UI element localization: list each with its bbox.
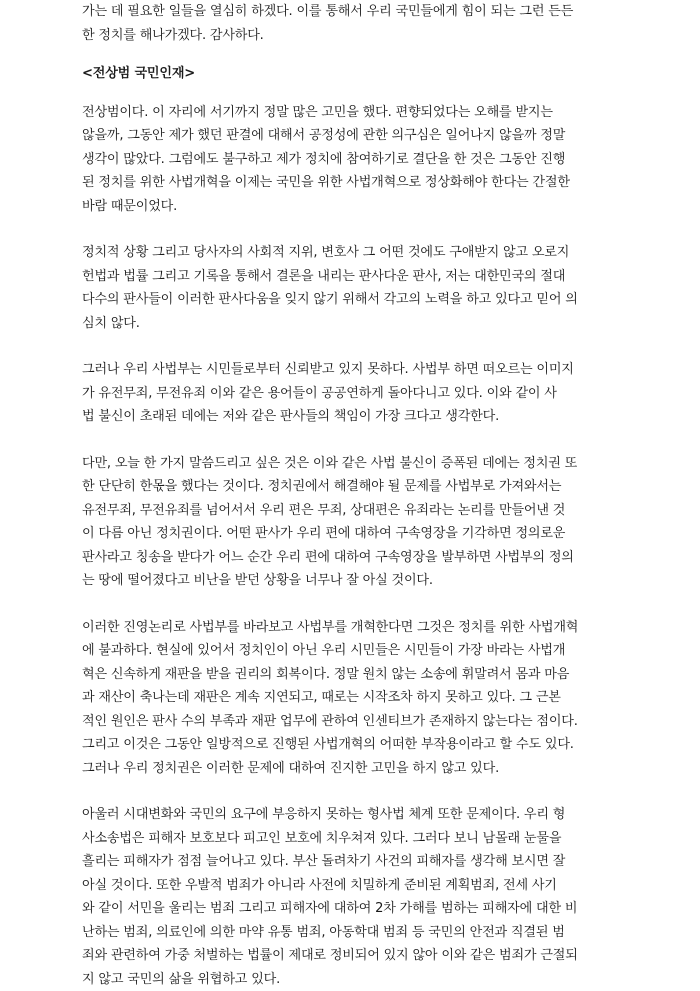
- text-line: 적인 원인은 판사 수의 부족과 재판 업무에 관하여 인센티브가 존재하지 않는다는 점이다.: [82, 710, 622, 734]
- text-line: 않을까, 그동안 제가 했던 판결에 대해서 공정성에 관한 의구심은 일어나지 않을까 정말: [82, 124, 622, 148]
- text-line: 된 정치를 위한 사법개혁을 이제는 국민을 위한 사법개혁으로 정상화해야 한다는 간절한: [82, 171, 622, 195]
- text-line: 유전무죄, 무전유죄를 넘어서서 우리 편은 무죄, 상대편은 유죄라는 논리를 만들어낸 것: [82, 499, 622, 523]
- text-line: 그러나 우리 정치권은 이러한 문제에 대하여 진지한 고민을 하지 않고 있다.: [82, 757, 622, 781]
- paragraph-4: [82, 452, 622, 593]
- text-line: 한 정치를 해나가겠다. 감사하다.: [82, 24, 622, 48]
- document-page: [82, 0, 622, 991]
- text-line: 과 재산이 축나는데 재판은 계속 지연되고, 때로는 시작조차 하지 못하고 있다. 그 근본: [82, 686, 622, 710]
- text-line: 가 유전무죄, 무전유죄 이와 같은 용어들이 공공연하게 돌아다니고 있다. 이와 같이 사: [82, 382, 622, 406]
- text-line: 는 땅에 떨어졌다고 비난을 받던 상황을 너무나 잘 아실 것이다.: [82, 569, 622, 593]
- text-line: 흘리는 피해자가 점점 늘어나고 있다. 부산 돌려차기 사건의 피해자를 생각해 보시면 잘: [82, 850, 622, 874]
- text-line: 정치적 상황 그리고 당사자의 사회적 지위, 변호사 그 어떤 것에도 구애받지 않고 오로지: [82, 241, 622, 265]
- text-line: 이러한 진영논리로 사법부를 바라보고 사법부를 개혁한다면 그것은 정치를 위한 사법개혁: [82, 616, 622, 640]
- text-line: 에 불과하다. 현실에 있어서 정치인이 아닌 우리 시민들은 시민들이 가장 바라는 사법개: [82, 639, 622, 663]
- text-line: 이 다름 아닌 정치권이다. 어떤 판사가 우리 편에 대하여 구속영장을 기각하면 정의로운: [82, 522, 622, 546]
- text-line: 심치 않다.: [82, 312, 622, 336]
- text-line: 아실 것이다. 또한 우발적 범죄가 아니라 사전에 치밀하게 준비된 계획범죄, 전세 사기: [82, 874, 622, 898]
- paragraph-3: [82, 358, 622, 429]
- text-line: 죄와 관련하여 가중 처벌하는 법률이 제대로 정비되어 있지 않아 이와 같은 범죄가 근절되: [82, 944, 622, 968]
- text-line: 와 같이 서민을 울리는 범죄 그리고 피해자에 대하여 2차 가해를 범하는 피해자에 대한 비: [82, 897, 622, 921]
- section-heading: <전상범 국민인재>: [82, 62, 622, 86]
- paragraph-5: [82, 616, 622, 781]
- text-line: 아울러 시대변화와 국민의 요구에 부응하지 못하는 형사법 체계 또한 문제이다. 우리 형: [82, 803, 622, 827]
- text-line: 법 불신이 초래된 데에는 저와 같은 판사들의 책임이 가장 크다고 생각한다.: [82, 405, 622, 429]
- text-line: 다수의 판사들이 이러한 판사다움을 잊지 않기 위해서 각고의 노력을 하고 있다고 믿어 의: [82, 288, 622, 312]
- text-line: 판사라고 칭송을 받다가 어느 순간 우리 편에 대하여 구속영장을 발부하면 사법부의 정의: [82, 546, 622, 570]
- text-line: 생각이 많았다. 그럼에도 불구하고 제가 정치에 참여하기로 결단을 한 것은 그동안 진행: [82, 148, 622, 172]
- text-line: 난하는 범죄, 의료인에 의한 마약 유통 범죄, 아동학대 범죄 등 국민의 안전과 직결된 범: [82, 921, 622, 945]
- text-line: 다만, 오늘 한 가지 말씀드리고 싶은 것은 이와 같은 사법 불신이 증폭된 데에는 정치권 또: [82, 452, 622, 476]
- paragraph-6: [82, 803, 622, 991]
- text-line: 전상범이다. 이 자리에 서기까지 정말 많은 고민을 했다. 편향되었다는 오해를 받지는: [82, 101, 622, 125]
- text-line: 사소송법은 피해자 보호보다 피고인 보호에 치우쳐져 있다. 그러다 보니 남몰래 눈물을: [82, 827, 622, 851]
- paragraph-1: [82, 101, 622, 219]
- intro-paragraph: [82, 0, 622, 47]
- text-line: 그러나 우리 사법부는 시민들로부터 신뢰받고 있지 못하다. 사법부 하면 떠오르는 이미지: [82, 358, 622, 382]
- paragraph-2: [82, 241, 622, 335]
- text-line: 지 않고 국민의 삶을 위협하고 있다.: [82, 968, 622, 991]
- text-line: 한 단단히 한몫을 했다는 것이다. 정치권에서 해결해야 될 문제를 사법부로 가져와서는: [82, 475, 622, 499]
- text-line: 바람 때문이었다.: [82, 195, 622, 219]
- text-line: 헌법과 법률 그리고 기록을 통해서 결론을 내리는 판사다운 판사, 저는 대한민국의 절대: [82, 265, 622, 289]
- text-line: 가는 데 필요한 일들을 열심히 하겠다. 이를 통해서 우리 국민들에게 힘이 되는 그런 든든: [82, 0, 622, 24]
- text-line: 혁은 신속하게 재판을 받을 권리의 회복이다. 정말 원치 않는 소송에 휘말려서 몸과 마음: [82, 663, 622, 687]
- text-line: 그리고 이것은 그동안 일방적으로 진행된 사법개혁의 어떠한 부작용이라고 할 수도 있다.: [82, 733, 622, 757]
